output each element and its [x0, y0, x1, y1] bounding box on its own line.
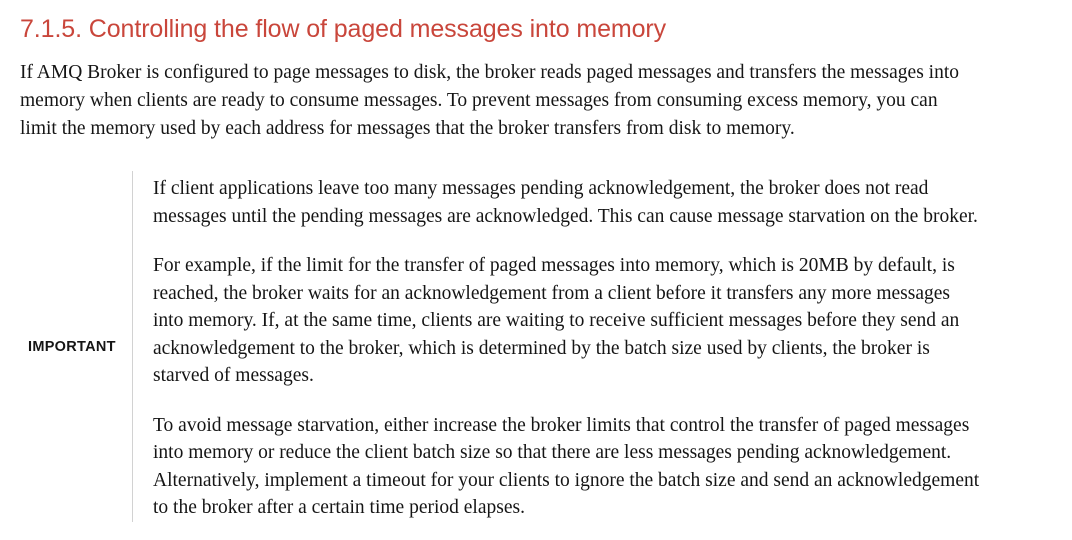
important-admonition	[20, 171, 1020, 522]
admonition-body	[132, 171, 1020, 522]
admonition-paragraph: For example, if the limit for the transfer of paged messages into memory, which is 20MB by default, is reached, the broker waits for an acknowledgement from a client before it transfers any more messages into memory. If, at the same time, clients are waiting to receive sufficient messages before they send an acknowledgement to the broker, which is determined by the batch size used by clients, the broker is starved of messages.	[153, 255, 960, 387]
admonition-label: IMPORTANT	[28, 338, 116, 355]
admonition-paragraph: If client applications leave too many messages pending acknowledgement, the broker does not read messages until the pending messages are acknowledged. This can cause message starvation on the broker.	[153, 178, 978, 227]
admonition-paragraph: To avoid message starvation, either increase the broker limits that control the transfer of paged messages into memory or reduce the client batch size so that there are less messages pending acknowledgement. Alternatively, implement a timeout for your clients to ignore the batch size and send an acknowledgement to the broker after a certain time period elapses.	[153, 414, 980, 519]
page-title: 7.1.5. Controlling the flow of paged messages into memory	[20, 15, 667, 43]
intro-paragraph: If AMQ Broker is configured to page messages to disk, the broker reads paged messages and transfers the messages into memory when clients are ready to consume messages. To prevent messages from consuming excess memory, you can limit the memory used by each address for messages that the broker transfers from disk to memory.	[20, 62, 959, 140]
admonition-label-cell	[20, 171, 132, 522]
